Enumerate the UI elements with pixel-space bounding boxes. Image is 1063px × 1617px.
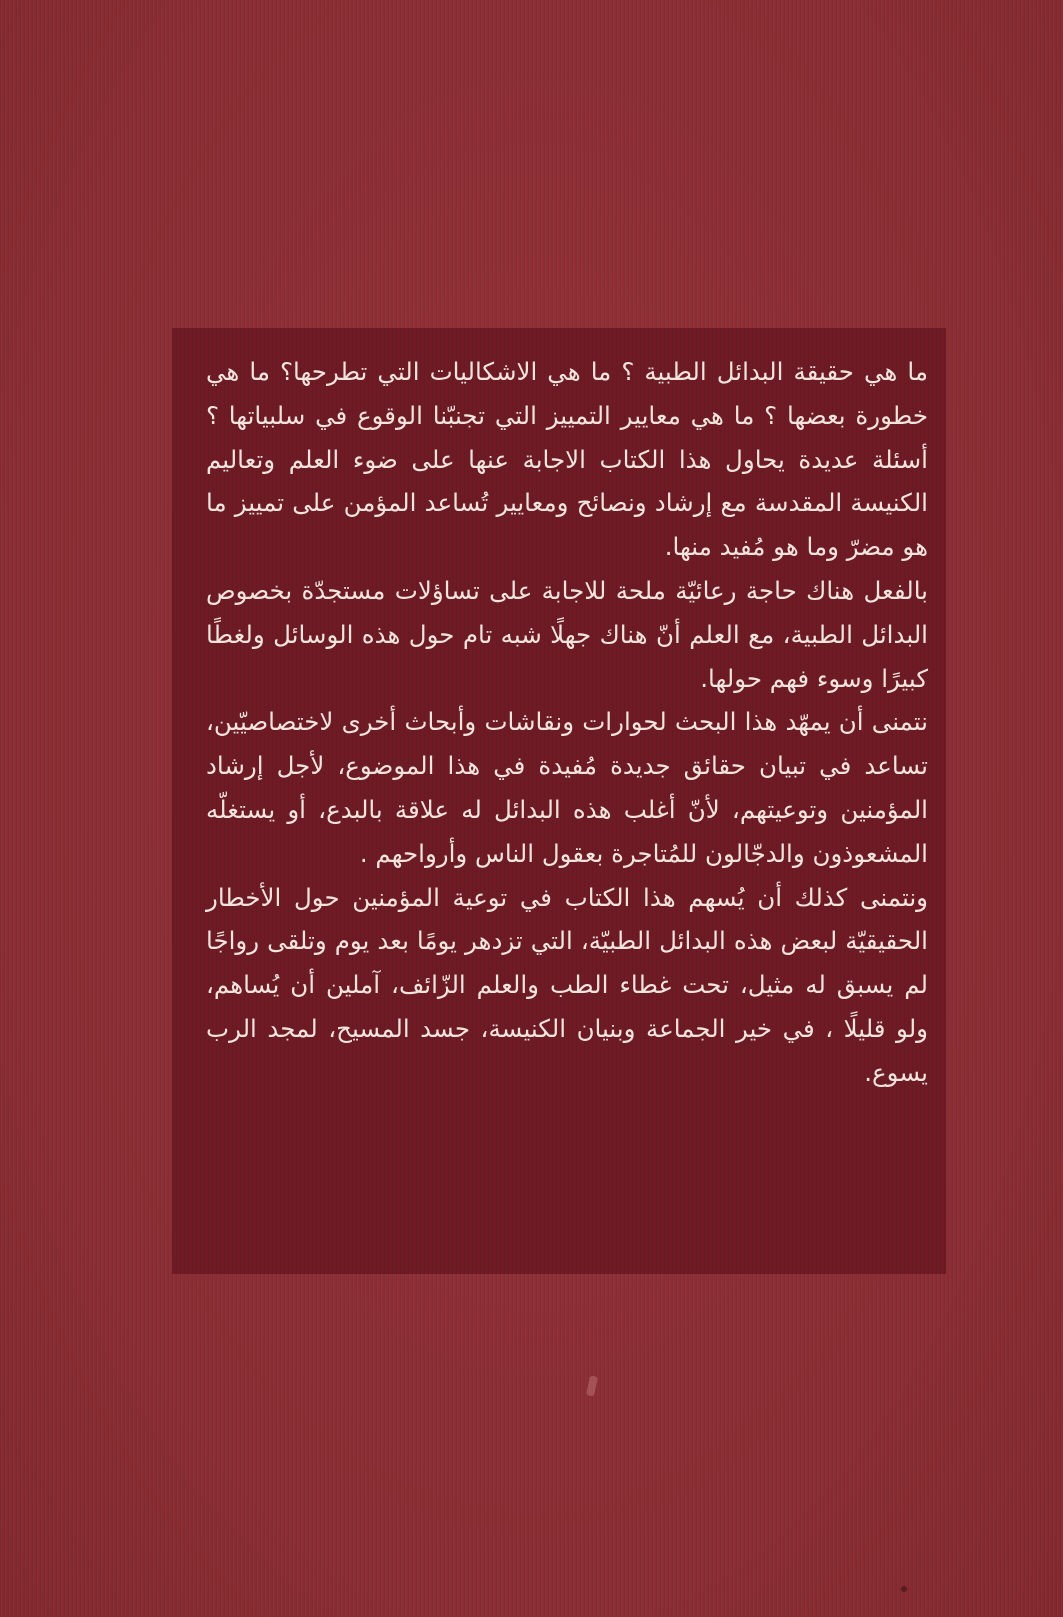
blurb-text xyxy=(206,350,928,1254)
blurb-paragraph-questions: ما هي حقيقة البدائل الطبية ؟ ما هي الاشكاليات التي تطرحها؟ ما هي خطورة بعضها ؟ ما هي معايير التمييز التي تجنبّنا الوقوع في سلبياتها ؟ أسئلة عديدة يحاول هذا الكتاب الاجابة عنها على ضوء العلم وتعاليم الكنيسة المقدسة مع إرشاد ونصائح ومعايير تُساعد المؤمن على تمييز ما هو مضرّ وما هو مُفيد منها. xyxy=(206,357,928,562)
scuff-dot xyxy=(901,1586,907,1592)
scuff-mark xyxy=(586,1375,598,1396)
blurb-paragraph-pastoral-need: بالفعل هناك حاجة رعائيّة ملحة للاجابة على تساؤلات مستجدّة بخصوص البدائل الطبية، مع العلم أنّ هناك جهلًا شبه تام حول هذه الوسائل ولغطًا كبيرًا وسوء فهم حولها. xyxy=(206,575,928,693)
blurb-paragraph-hope-research: نتمنى أن يمهّد هذا البحث لحوارات ونقاشات وأبحاث أخرى لاختصاصيّين، تساعد في تبيان حقائق جديدة مُفيدة في هذا الموضوع، لأجل إرشاد المؤمنين وتوعيتهم، لأنّ أغلب هذه البدائل له علاقة بالبدع، أو يستغلّه المشعوذون والدجّالون للمُتاجرة بعقول الناس وأرواحهم . xyxy=(206,707,928,868)
blurb-paragraph-hope-awareness: ونتمنى كذلك أن يُسهم هذا الكتاب في توعية المؤمنين حول الأخطار الحقيقيّة لبعض هذه البدائل الطبيّة، التي تزدهر يومًا بعد يوم وتلقى رواجًا لم يسبق له مثيل، تحت غطاء الطب والعلم الزّائف، آملين أن يُساهم، ولو قليلًا ، في خير الجماعة وبنيان الكنيسة، جسد المسيح، لمجد الرب يسوع. xyxy=(206,882,928,1087)
